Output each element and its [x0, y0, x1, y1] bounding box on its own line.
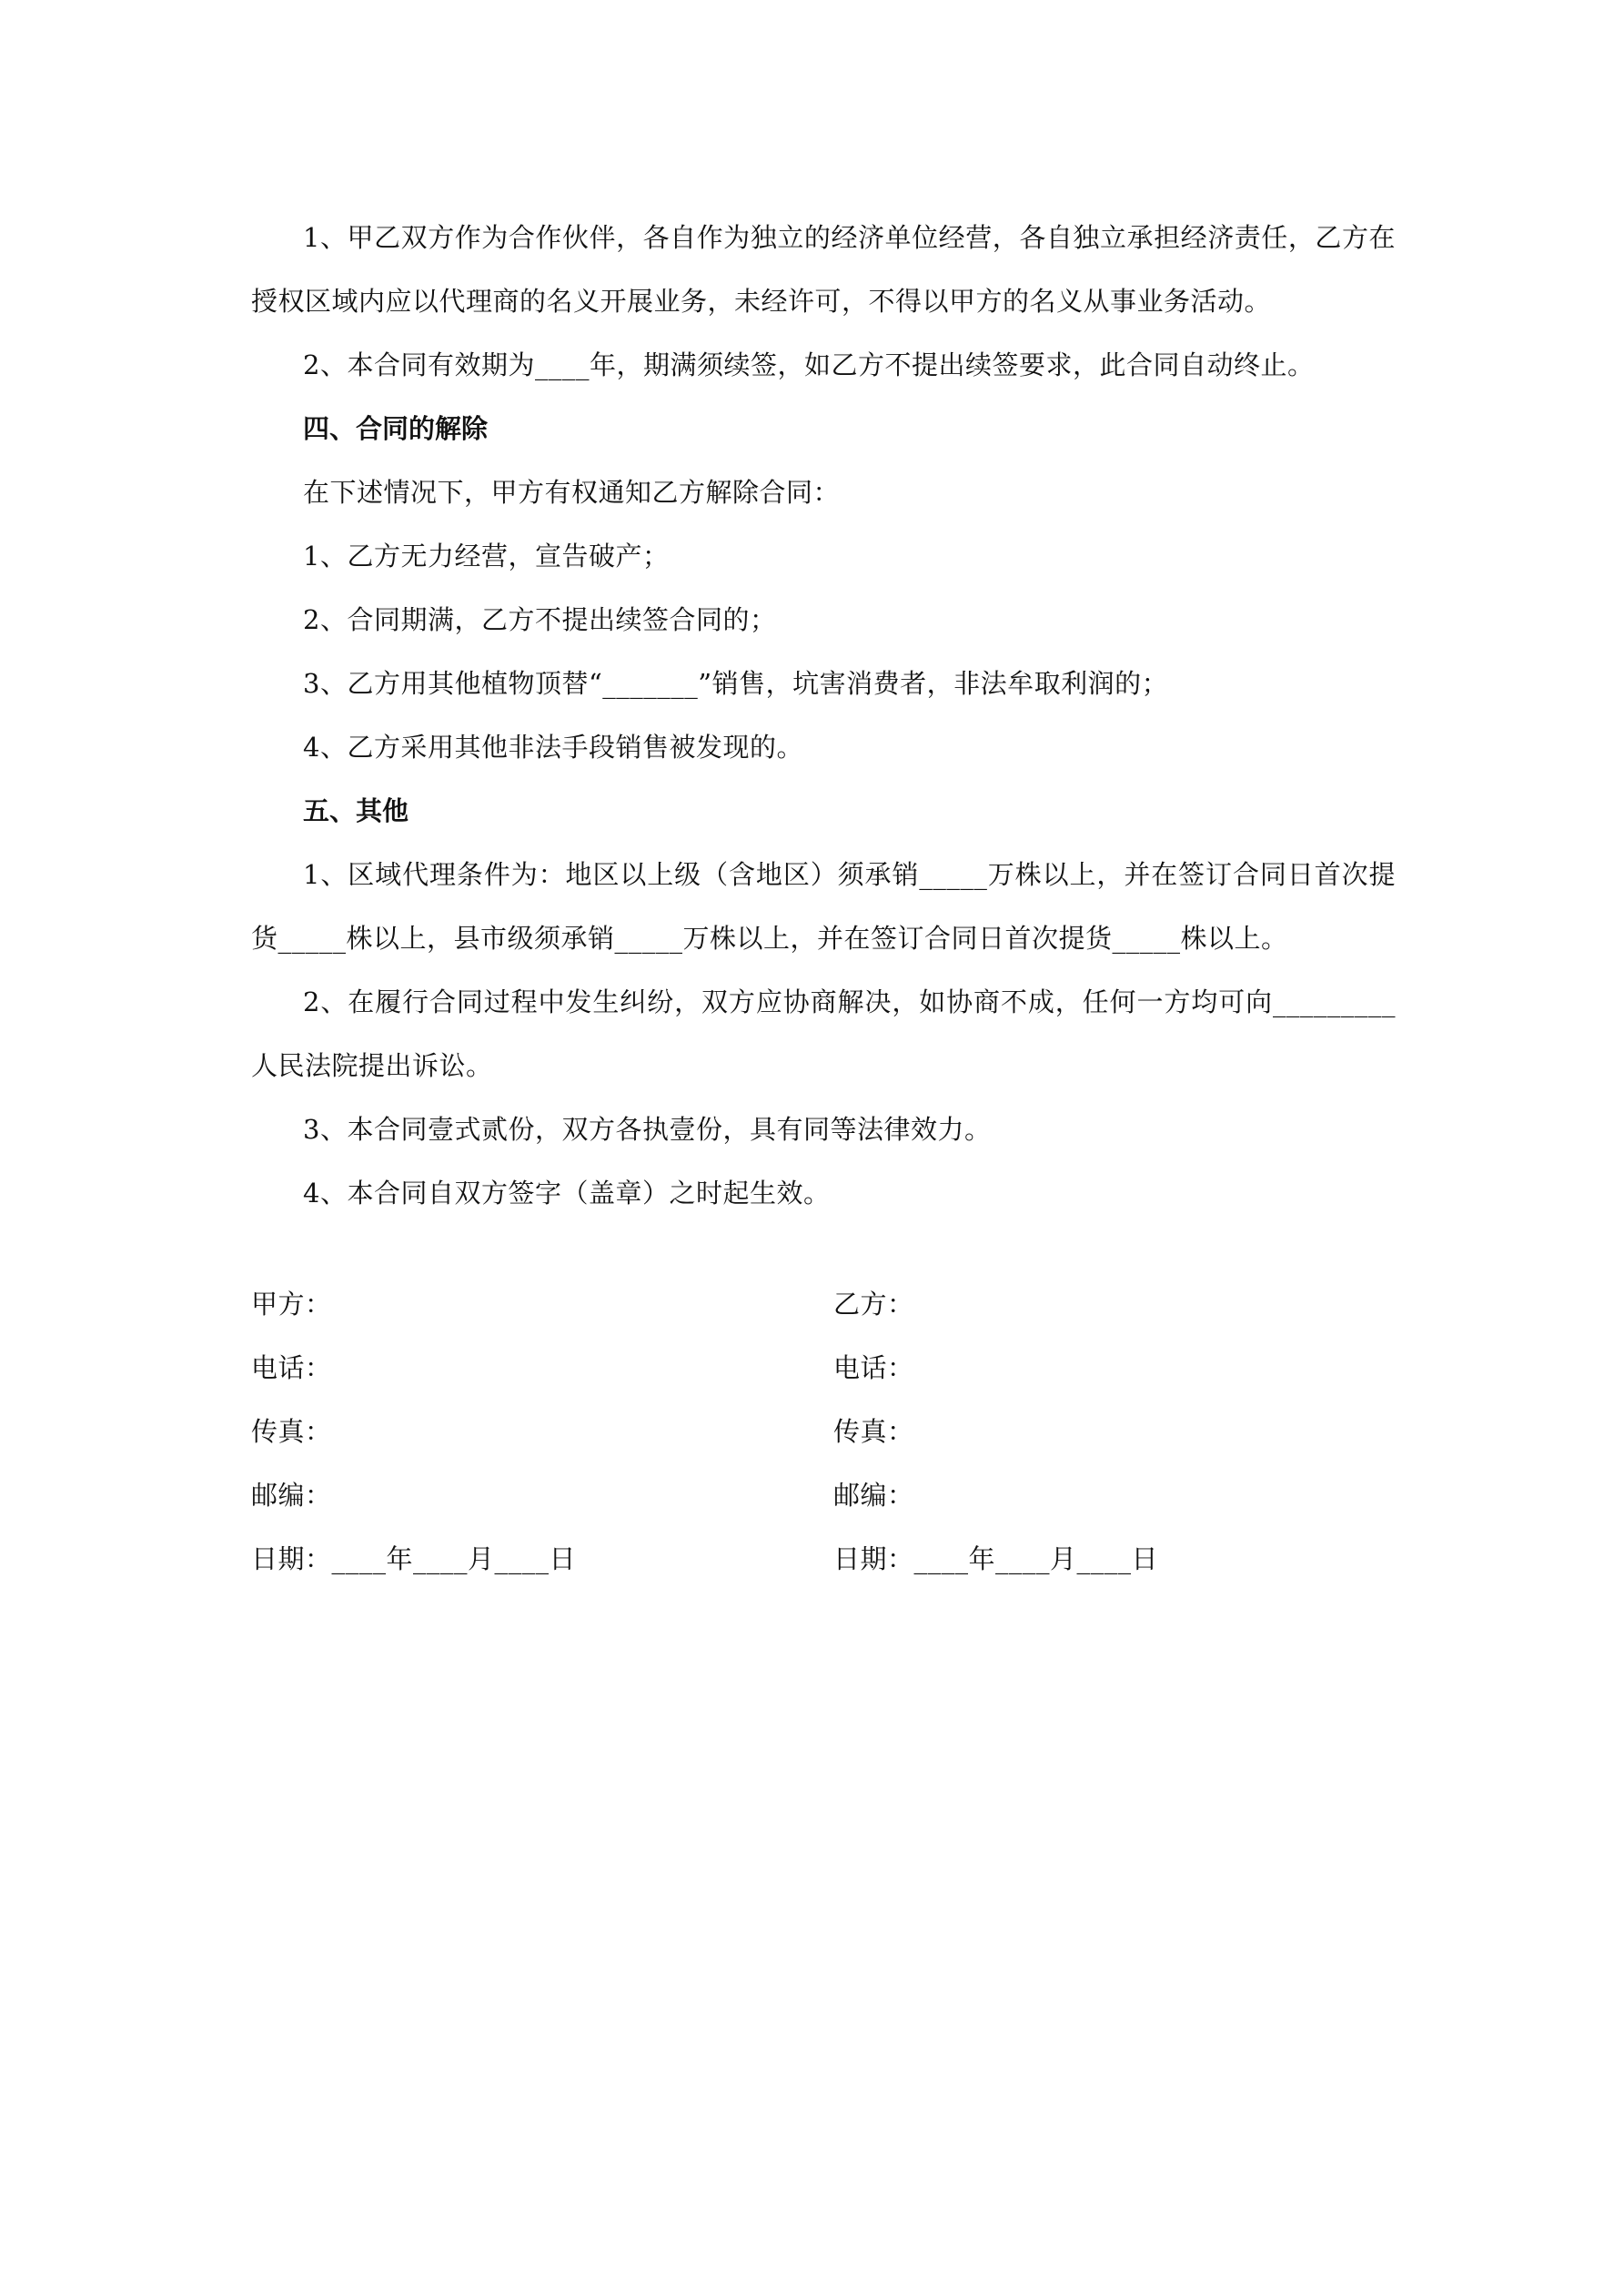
- termination-item-2: 2、合同期满，乙方不提出续签合同的；: [303, 604, 777, 635]
- other-item-4: 4、本合同自双方签字（盖章）之时起生效。: [303, 1178, 831, 1209]
- party-a-fax-label: 传真：: [251, 1416, 332, 1447]
- termination-item-3: 3、乙方用其他植物顶替“_______”销售，坑害消费者，非法牟取利润的；: [303, 668, 1169, 699]
- other-item-2: 2、在履行合同过程中发生纠纷，双方应协商解决，如协商不成，任何一方均可向_________人民法院提出诉讼。: [251, 986, 1396, 1081]
- other-item-3: 3、本合同壹式贰份，双方各执壹份，具有同等法律效力。: [303, 1114, 992, 1145]
- party-a-postcode-label: 邮编：: [251, 1480, 332, 1511]
- party-b-fax-label: 传真：: [833, 1416, 914, 1447]
- other-item-1: 1、区域代理条件为：地区以上级（含地区）须承销_____万株以上，并在签订合同日首次提货_____株以上，县市级须承销_____万株以上，并在签订合同日首次提货_____株以上。: [251, 859, 1396, 954]
- party-a-signature: [251, 1272, 833, 1591]
- termination-item-4: 4、乙方采用其他非法手段销售被发现的。: [303, 732, 803, 763]
- section-heading-other: 五、其他: [303, 795, 409, 826]
- clause-partnership: 1、甲乙双方作为合作伙伴，各自作为独立的经济单位经营，各自独立承担经济责任，乙方在授权区域内应以代理商的名义开展业务，未经许可，不得以甲方的名义从事业务活动。: [251, 222, 1396, 317]
- section-heading-termination: 四、合同的解除: [303, 413, 489, 444]
- contract-body: [251, 206, 1396, 1225]
- party-a-date-label: 日期：____年____月____日: [251, 1543, 577, 1574]
- party-b-name-label: 乙方：: [833, 1289, 914, 1320]
- clause-validity: 2、本合同有效期为____年，期满须续签，如乙方不提出续签要求，此合同自动终止。: [303, 349, 1315, 380]
- termination-item-1: 1、乙方无力经营，宣告破产；: [303, 541, 670, 571]
- signature-block: [251, 1272, 1396, 1591]
- party-b-postcode-label: 邮编：: [833, 1480, 914, 1511]
- party-b-signature: [833, 1272, 1396, 1591]
- party-a-name-label: 甲方：: [251, 1289, 332, 1320]
- termination-intro: 在下述情况下，甲方有权通知乙方解除合同：: [303, 477, 841, 508]
- party-a-phone-label: 电话：: [251, 1352, 332, 1383]
- party-b-date-label: 日期：____年____月____日: [833, 1543, 1159, 1574]
- party-b-phone-label: 电话：: [833, 1352, 914, 1383]
